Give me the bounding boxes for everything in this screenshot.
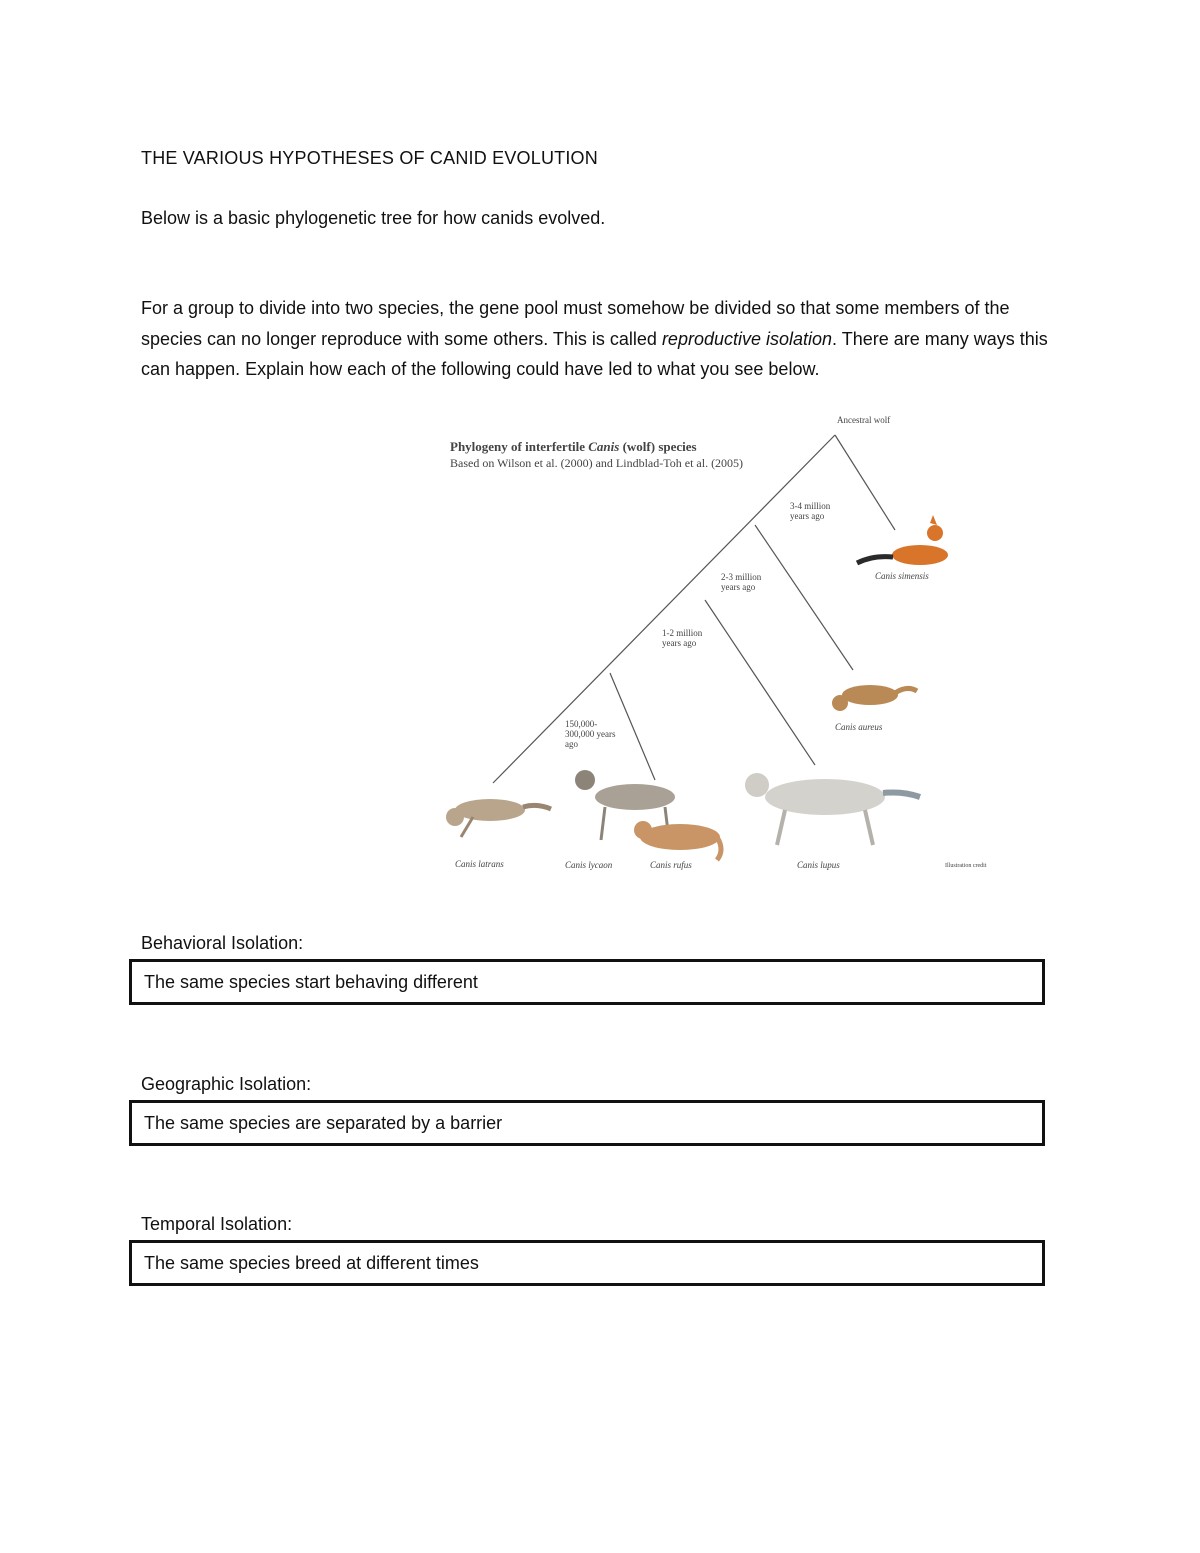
time-label-4a: 150,000-: [565, 719, 598, 729]
time-label-4c: ago: [565, 739, 578, 749]
species-label-lupus: Canis lupus: [797, 860, 840, 870]
paragraph-emphasis: reproductive isolation: [661, 328, 833, 349]
intro-text: Below is a basic phylogenetic tree for how canids evolved.: [141, 208, 606, 228]
time-label-1b: years ago: [790, 511, 825, 521]
instruction-paragraph: [141, 293, 1071, 385]
figure-credit: Illustration credit: [945, 863, 987, 869]
behavioral-answer-field[interactable]: The same species start behaving different: [129, 959, 1045, 1005]
time-label-3a: 1-2 million: [662, 628, 703, 638]
temporal-answer-field[interactable]: The same species breed at different times: [129, 1240, 1045, 1286]
temporal-label: Temporal Isolation:: [141, 1214, 293, 1234]
species-label-aureus: Canis aureus: [835, 722, 883, 732]
figure-title: Phylogeny of interfertile Canis (wolf) species: [450, 439, 697, 454]
time-label-1a: 3-4 million: [790, 501, 831, 511]
canis-aureus-illustration: [832, 685, 917, 711]
canis-latrans-illustration: [446, 799, 551, 837]
geographic-label: Geographic Isolation:: [141, 1074, 312, 1094]
paragraph-part1: For a group to divide into two species, the gene pool must somehow be divided so that some members of the species can no longer reproduce with some others. This is called: [141, 298, 1010, 349]
species-label-simensis: Canis simensis: [875, 571, 929, 581]
branch-lupus: [705, 600, 815, 765]
time-label-2a: 2-3 million: [721, 572, 762, 582]
time-label-4b: 300,000 years: [565, 729, 616, 739]
canis-rufus-illustration: [634, 821, 721, 860]
time-label-2b: years ago: [721, 582, 756, 592]
page-title: THE VARIOUS HYPOTHESES OF CANID EVOLUTION: [141, 148, 598, 168]
main-trunk: [493, 435, 835, 783]
phylogeny-figure: [425, 405, 990, 885]
root-label: Ancestral wolf: [837, 415, 891, 425]
branch-aureus: [755, 525, 853, 670]
canis-lupus-illustration: [745, 773, 920, 845]
figure-subtitle: Based on Wilson et al. (2000) and Lindblad-Toh et al. (2005): [450, 456, 744, 470]
species-label-latrans: Canis latrans: [455, 859, 504, 869]
species-label-lycaon: Canis lycaon: [565, 860, 613, 870]
species-label-rufus: Canis rufus: [650, 860, 692, 870]
branch-lycaon-rufus: [610, 673, 655, 780]
canis-simensis-illustration: [857, 515, 948, 565]
time-label-3b: years ago: [662, 638, 697, 648]
branch-simensis: [835, 435, 895, 530]
paragraph-part2: . There are many ways this can happen. Explain how each of the following could have led to what you see below.: [141, 328, 1048, 379]
behavioral-label: Behavioral Isolation:: [141, 933, 304, 953]
geographic-answer-field[interactable]: The same species are separated by a barrier: [129, 1100, 1045, 1146]
